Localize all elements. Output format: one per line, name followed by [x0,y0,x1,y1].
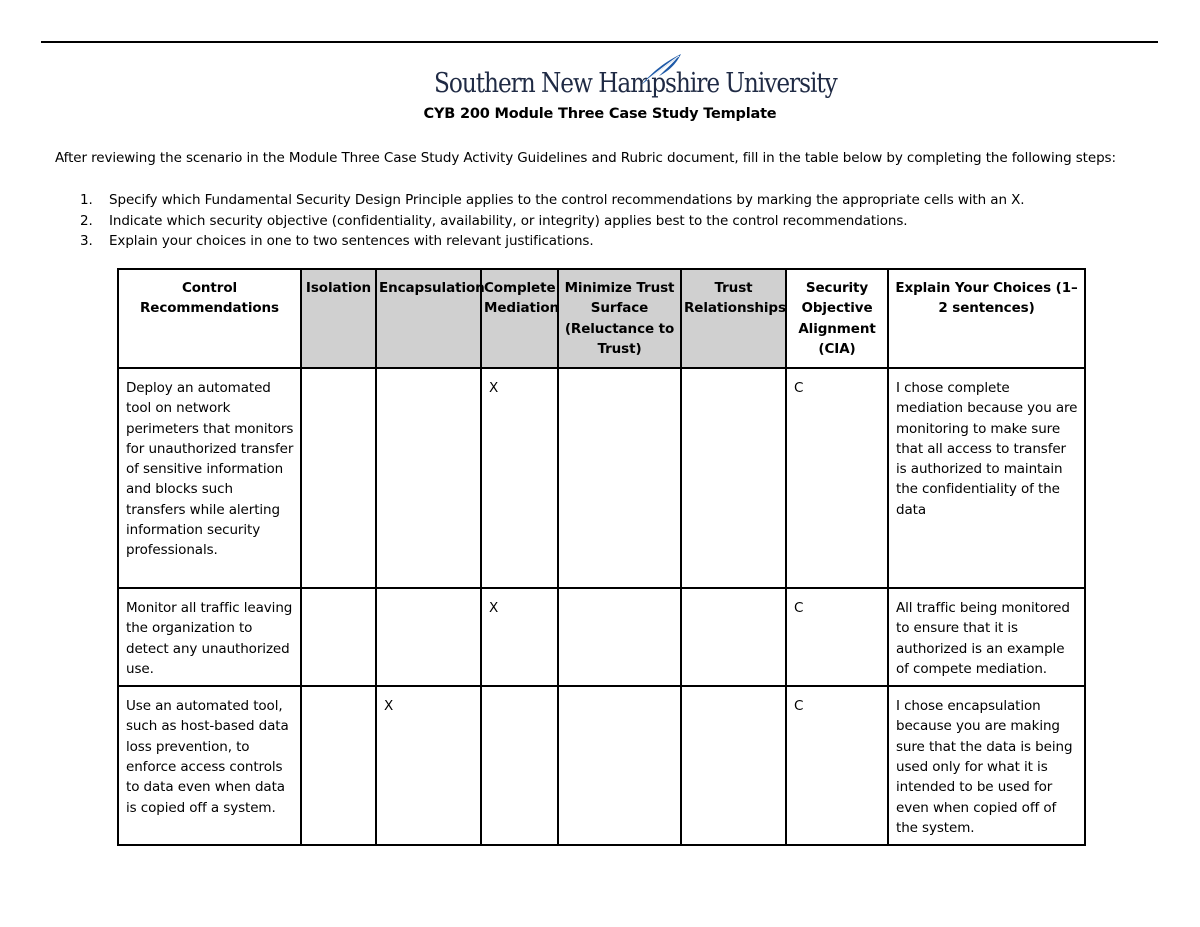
instruction-steps [80,190,1024,252]
list-item [80,231,1024,252]
complete-mediation-cell [481,686,558,845]
header-isolation: Isolation [301,269,376,368]
table-row [118,588,1085,686]
table-row [118,686,1085,845]
step-number: 2. [80,212,93,229]
header-explain-choices: Explain Your Choices (1–2 sentences) [888,269,1085,368]
minimize-trust-cell [558,588,681,686]
complete-mediation-cell: X [481,588,558,686]
explanation-cell: I chose encapsulation because you are making sure that the data is being used only for what it is intended to be used for even when copied off of the system. [888,686,1085,845]
university-logo [430,52,837,102]
header-complete-mediation: Complete Mediation [481,269,558,368]
isolation-cell [301,368,376,588]
university-name: Southern New Hampshire University [434,68,837,99]
table-header-row [118,269,1085,368]
complete-mediation-cell: X [481,368,558,588]
step-text: Explain your choices in one to two sentences with relevant justifications. [109,233,594,249]
security-objective-cell: C [786,368,888,588]
control-recommendation-cell: Monitor all traffic leaving the organization to detect any unauthorized use. [118,588,301,686]
step-number: 1. [80,192,93,208]
document-title: CYB 200 Module Three Case Study Template [423,106,777,122]
isolation-cell [301,588,376,686]
step-number: 3. [80,233,93,249]
table-row [118,368,1085,588]
control-recommendation-cell: Use an automated tool, such as host-based data loss prevention, to enforce access controls to data even when data is copied off a system. [118,686,301,845]
encapsulation-cell: X [376,686,481,845]
header-security-objective: Security Objective Alignment (CIA) [786,269,888,368]
list-item [80,190,1024,211]
step-text: Specify which Fundamental Security Design Principle applies to the control recommendations by marking the appropriate cells with an X. [109,192,1025,208]
header-trust-relationships: Trust Relationships [681,269,786,368]
trust-relationships-cell [681,368,786,588]
trust-relationships-cell [681,686,786,845]
security-objective-cell: C [786,588,888,686]
security-objective-cell: C [786,686,888,845]
header-minimize-trust-surface: Minimize Trust Surface (Reluctance to Trust) [558,269,681,368]
header-rule [41,41,1158,43]
minimize-trust-cell [558,686,681,845]
header-control-recommendations: Control Recommendations [118,269,301,368]
minimize-trust-cell [558,368,681,588]
encapsulation-cell [376,368,481,588]
explanation-cell: All traffic being monitored to ensure that it is authorized is an example of compete mediation. [888,588,1085,686]
step-text: Indicate which security objective (confidentiality, availability, or integrity) applies best to the control recommendations. [109,212,908,229]
case-study-table [117,268,1086,846]
isolation-cell [301,686,376,845]
trust-relationships-cell [681,588,786,686]
explanation-cell: I chose complete mediation because you are monitoring to make sure that all access to transfer is authorized to maintain the confidentiality of the data [888,368,1085,588]
control-recommendation-cell: Deploy an automated tool on network perimeters that monitors for unauthorized transfer of sensitive information and blocks such transfers while alerting information security professionals. [118,368,301,588]
feather-quill-icon [637,52,685,86]
intro-paragraph: After reviewing the scenario in the Module Three Case Study Activity Guidelines and Rubric document, fill in the table below by completing the following steps: [55,150,1116,166]
encapsulation-cell [376,588,481,686]
header-encapsulation: Encapsulation [376,269,481,368]
list-item [80,211,1024,232]
